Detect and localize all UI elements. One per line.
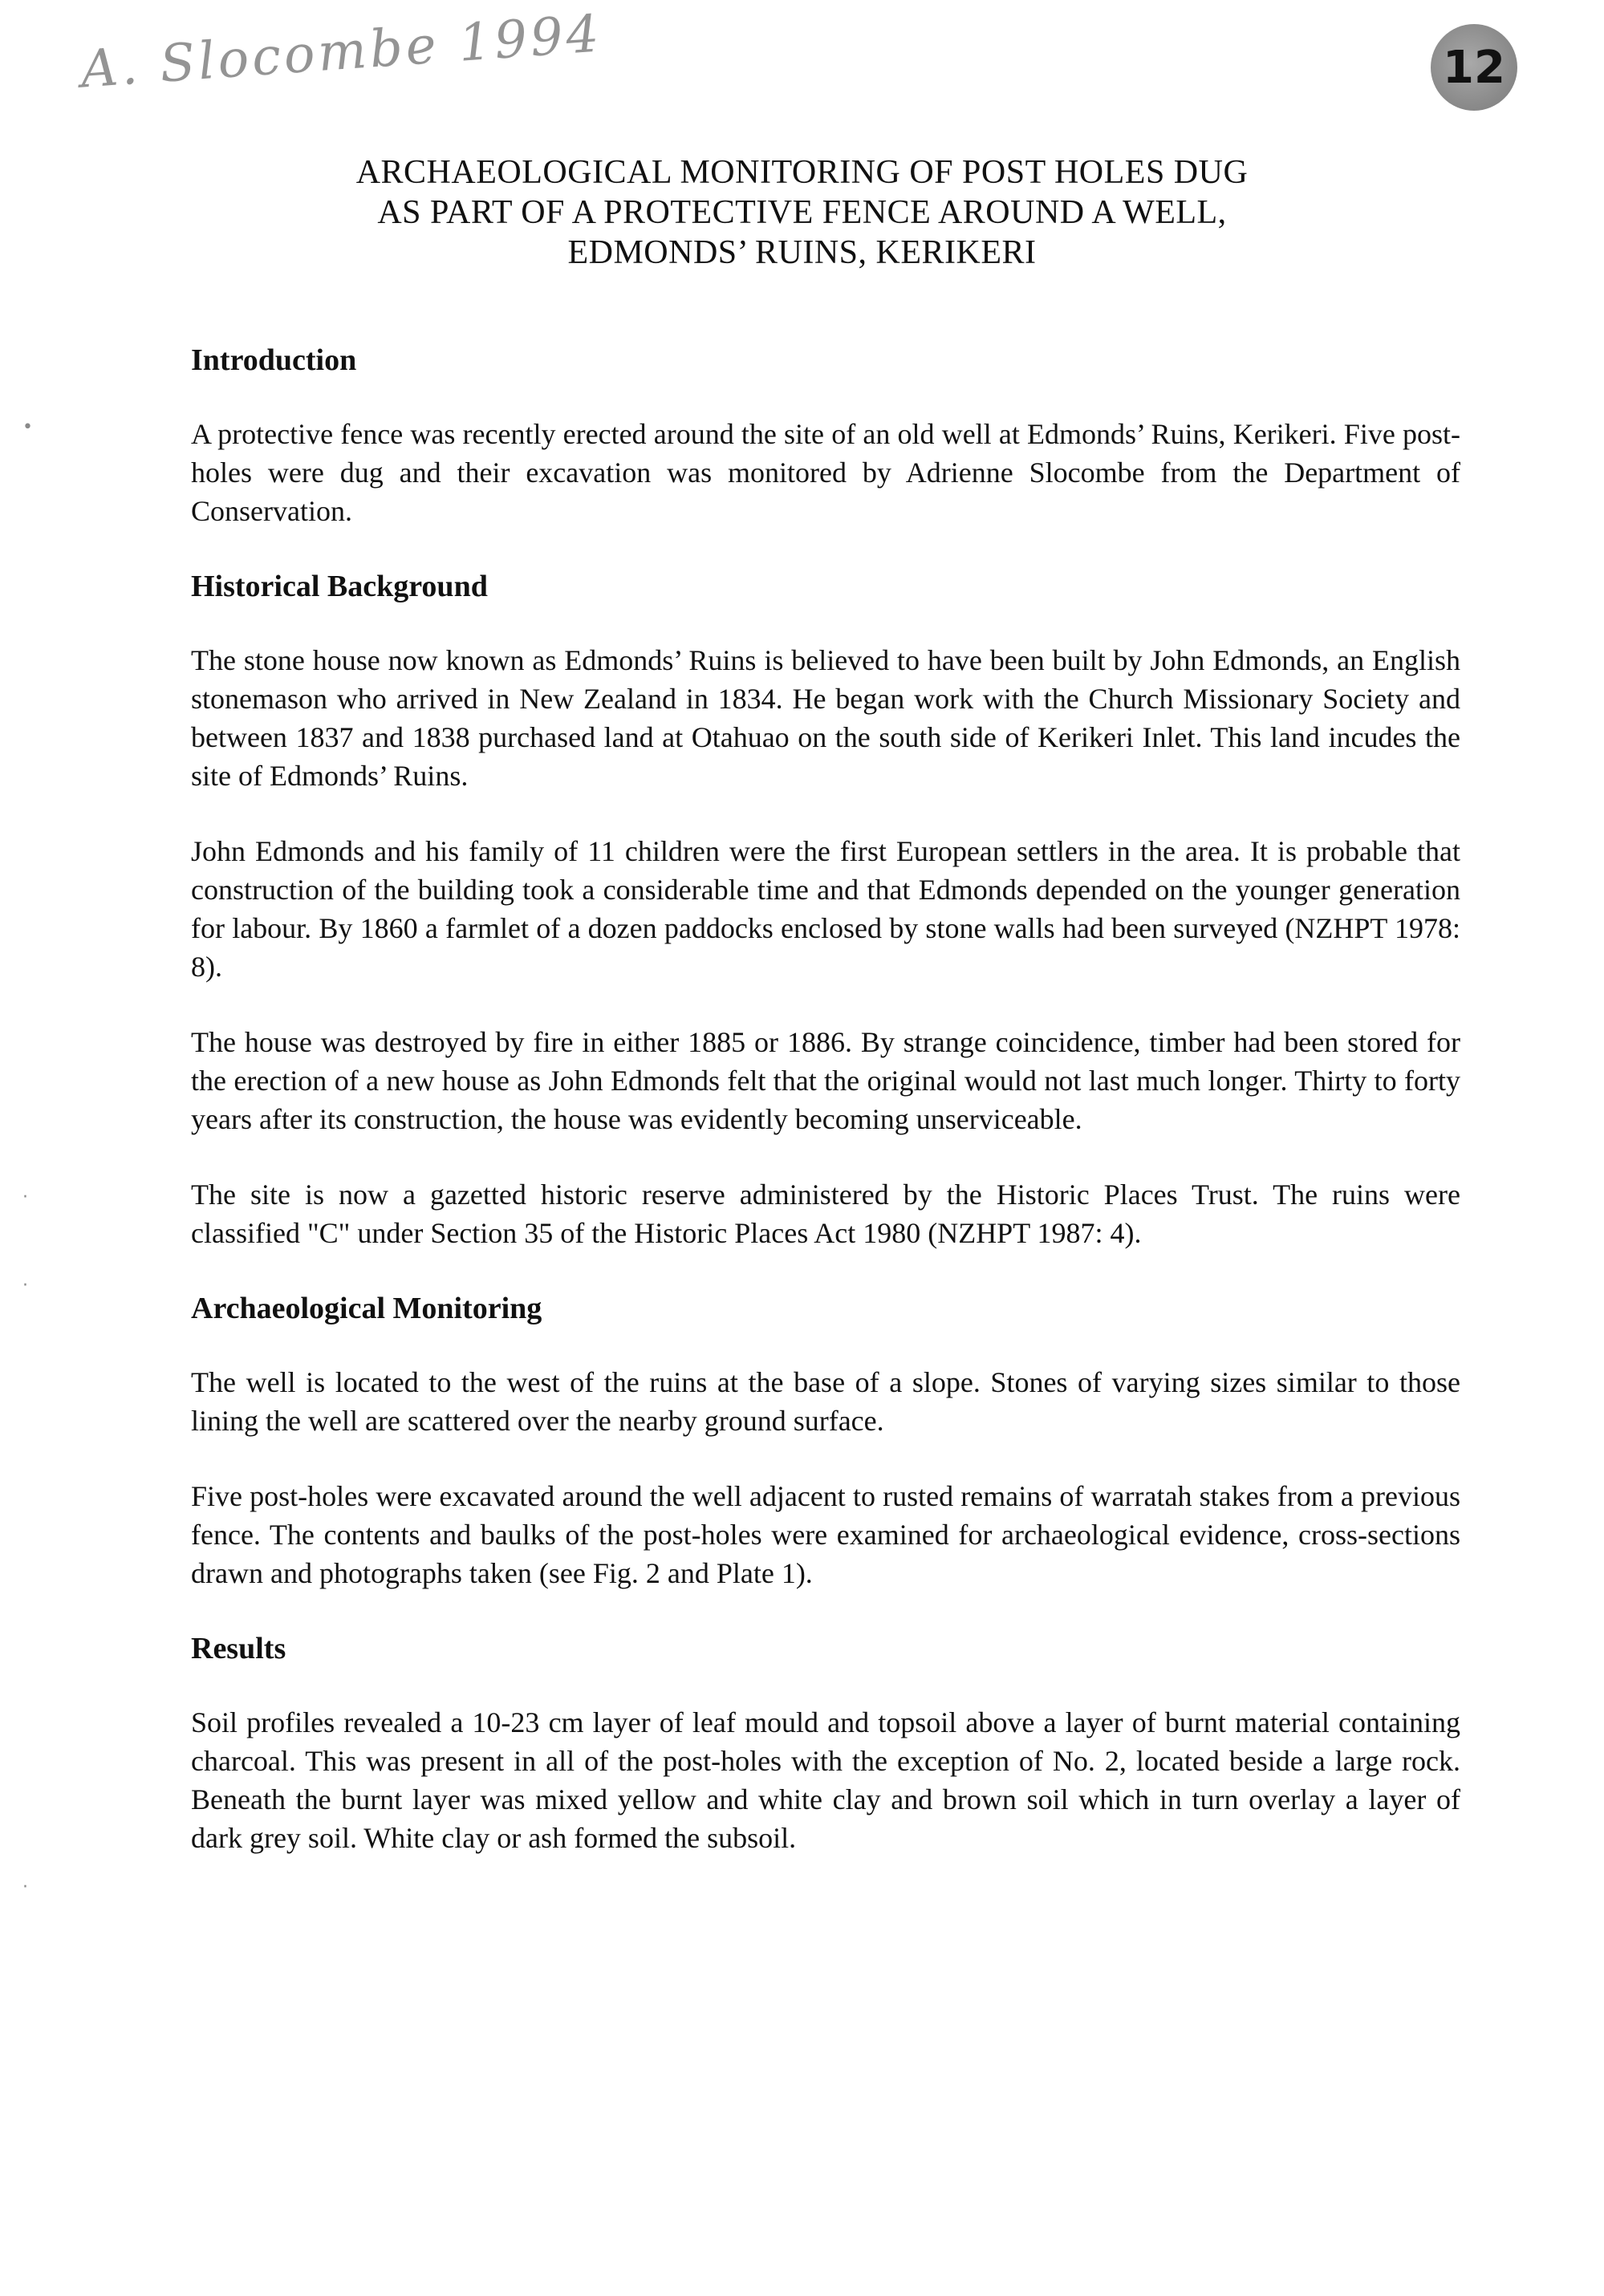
- title-line-1: ARCHAEOLOGICAL MONITORING OF POST HOLES DUG: [355, 154, 1249, 191]
- results-paragraph: Soil profiles revealed a 10-23 cm layer of leaf mould and topsoil above a layer of burnt material containing charcoal. This was present in all of the post-holes with the exception of No. 2, located beside a large rock. Beneath the burnt layer was mixed yellow and white clay and brown soil which in turn overlay a layer of dark grey soil. White clay or ash formed the subsoil.: [191, 1706, 1460, 1854]
- handwritten-annotation: A. Slocombe 1994: [79, 4, 604, 100]
- page-number-label: 12: [1443, 41, 1505, 94]
- title-line-2: AS PART OF A PROTECTIVE FENCE AROUND A WELL,: [377, 194, 1227, 231]
- introduction-heading: Introduction: [191, 343, 357, 377]
- results-heading: Results: [191, 1632, 286, 1665]
- introduction-paragraph: A protective fence was recently erected around the site of an old well at Edmonds’ Ruins, Kerikeri. Five post-holes were dug and their excavation was monitored by Adrienne Slocombe from the Department of Conservation.: [191, 418, 1460, 527]
- margin-speck: ·: [22, 1187, 28, 1207]
- monitoring-paragraph-1: The well is located to the west of the ruins at the base of a slope. Stones of varying sizes similar to those lining the well are scattered over the nearby ground surface.: [191, 1366, 1460, 1437]
- archaeological-monitoring-heading: Archaeological Monitoring: [191, 1292, 542, 1325]
- margin-speck: •: [22, 417, 33, 437]
- margin-speck: ·: [22, 1276, 28, 1296]
- historical-paragraph-4: The site is now a gazetted historic reserve administered by the Historic Places Trust. The ruins were classified "C" under Section 35 of the Historic Places Act 1980 (NZHPT 1987: 4).: [191, 1178, 1460, 1249]
- title-line-3: EDMONDS’ RUINS, KERIKERI: [567, 234, 1037, 271]
- margin-speck: ·: [22, 1877, 28, 1897]
- monitoring-paragraph-2: Five post-holes were excavated around the well adjacent to rusted remains of warratah stakes from a previous fence. The contents and baulks of the post-holes were examined for archaeological evidence, cross-sections drawn and photographs taken (see Fig. 2 and Plate 1).: [191, 1480, 1460, 1589]
- historical-paragraph-2: John Edmonds and his family of 11 children were the first European settlers in the area. It is probable that construction of the building took a considerable time and that Edmonds depended on the younger generation for labour. By 1860 a farmlet of a dozen paddocks enclosed by stone walls had been surveyed (NZHPT 1978: 8).: [191, 835, 1460, 983]
- document-body: [191, 341, 1460, 1894]
- historical-paragraph-3: The house was destroyed by fire in either 1885 or 1886. By strange coincidence, timber had been stored for the erection of a new house as John Edmonds felt that the original would not last much longer. Thirty to forty years after its construction, the house was evidently becoming unserviceable.: [191, 1026, 1460, 1135]
- page-number-badge: [1431, 24, 1517, 111]
- historical-paragraph-1: The stone house now known as Edmonds’ Ruins is believed to have been built by John Edmonds, an English stonemason who arrived in New Zealand in 1834. He began work with the Church Missionary Society and between 1837 and 1838 purchased land at Otahuao on the south side of Kerikeri Inlet. This land incudes the site of Edmonds’ Ruins.: [191, 644, 1460, 792]
- historical-background-heading: Historical Background: [191, 570, 488, 603]
- document-title: [0, 152, 1604, 273]
